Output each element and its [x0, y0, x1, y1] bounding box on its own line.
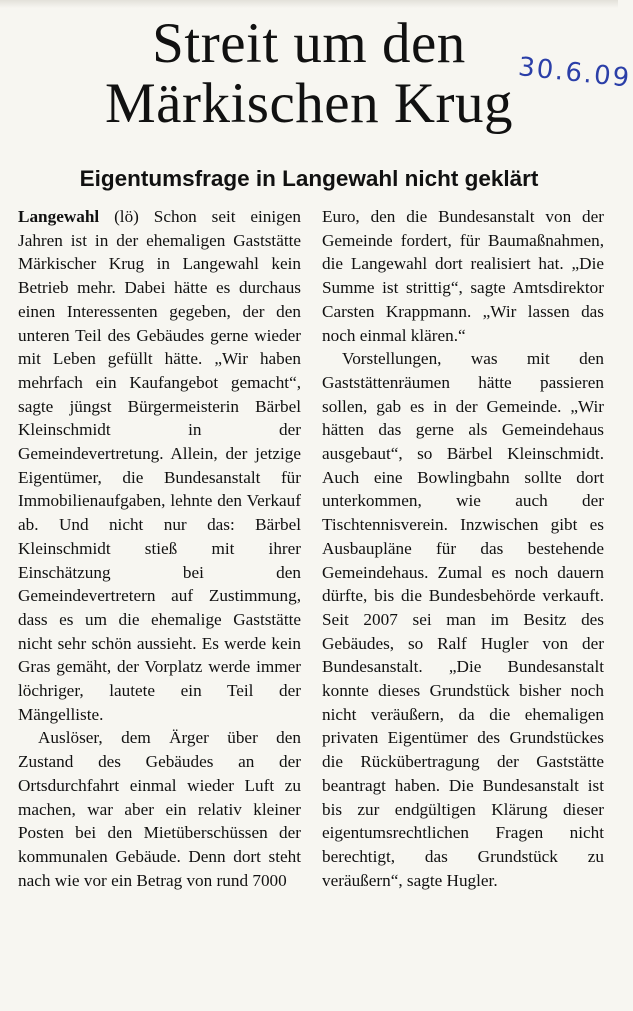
paragraph: [18, 205, 301, 726]
subheadline: Eigentumsfrage in Langewahl nicht geklärt: [79, 166, 539, 191]
paragraph: Auslöser, dem Ärger über den Zustand des Gebäudes an der Ortsdurchfahrt einmal wieder Luft zu machen, war aber ein relativ kleiner Posten bei den Mietüberschüssen der kommunalen Gebäude. Denn dort steht nach wie vor ein Betrag von rund 7000: [18, 728, 301, 890]
article-column-left: [18, 205, 301, 892]
article-column-right: [322, 205, 604, 892]
headline-line-1: Streit um den: [152, 12, 466, 75]
paragraph: Vorstellungen, was mit den Gaststättenräumen hätte passieren sollen, gab es in der Gemeinde. „Wir hätten das gerne als Gemeindehaus ausgebaut“, so Bärbel Kleinschmidt. Auch eine Bowlingbahn sollte dort unterkommen, wie auch der Tischtennisverein. Inzwischen gibt es Ausbaupläne für das bestehende Gemeindehaus. Zumal es noch dauern dürfte, bis die Bundesbehörde verkauft. Seit 2007 sei man im Besitz des Gebäudes, so Ralf Hugler von der Bundesanstalt. „Die Bundesanstalt konnte dieses Grundstück bisher noch nicht veräußern, da die ehemaligen privaten Eigentümer des Grundstückes die Rückübertragung der Gaststätte beantragt haben. Die Bundesanstalt ist bis zur endgültigen Klärung dieser eigentumsrechtlichen Fragen nicht berechtigt, das Grundstück zu veräußern“, sagte Hugler.: [322, 349, 604, 890]
headline-line-2: Märkischen Krug: [105, 72, 513, 135]
paragraph: Euro, den die Bundesanstalt von der Gemeinde fordert, für Baumaßnahmen, die Langewahl dort realisiert hat. „Die Summe ist strittig“, sagte Amtsdirektor Carsten Krappmann. „Wir lassen das noch einmal klären.“: [322, 207, 604, 345]
dateline: Langewahl: [18, 207, 100, 226]
paragraph-text: (lö) Schon seit einigen Jahren ist in der ehemaligen Gaststätte Märkischer Krug in Langewahl kein Betrieb mehr. Dabei hätte es durchaus einen Interessenten gegeben, der den unteren Teil des Gebäudes gerne wieder mit Leben gefüllt hätte. „Wir haben mehrfach ein Kaufangebot gemacht“, sagte jüngst Bürgermeisterin Bärbel Kleinschmidt in der Gemeindevertretung. Allein, der jetzige Eigentümer, die Bundesanstalt für Immobilienaufgaben, lehnte den Verkauf ab. Und nicht nur das: Bärbel Kleinschmidt stieß mit ihrer Einschätzung bei den Gemeindevertretern auf Zustimmung, dass es um die ehemalige Gaststätte nicht sehr schön aussieht. Es werde kein Gras gemäht, der Vorplatz werde immer löchriger, lautete ein Teil der Mängelliste.: [18, 207, 301, 724]
handwritten-date: 30.6.09: [516, 52, 633, 94]
scan-shadow: [0, 0, 618, 8]
